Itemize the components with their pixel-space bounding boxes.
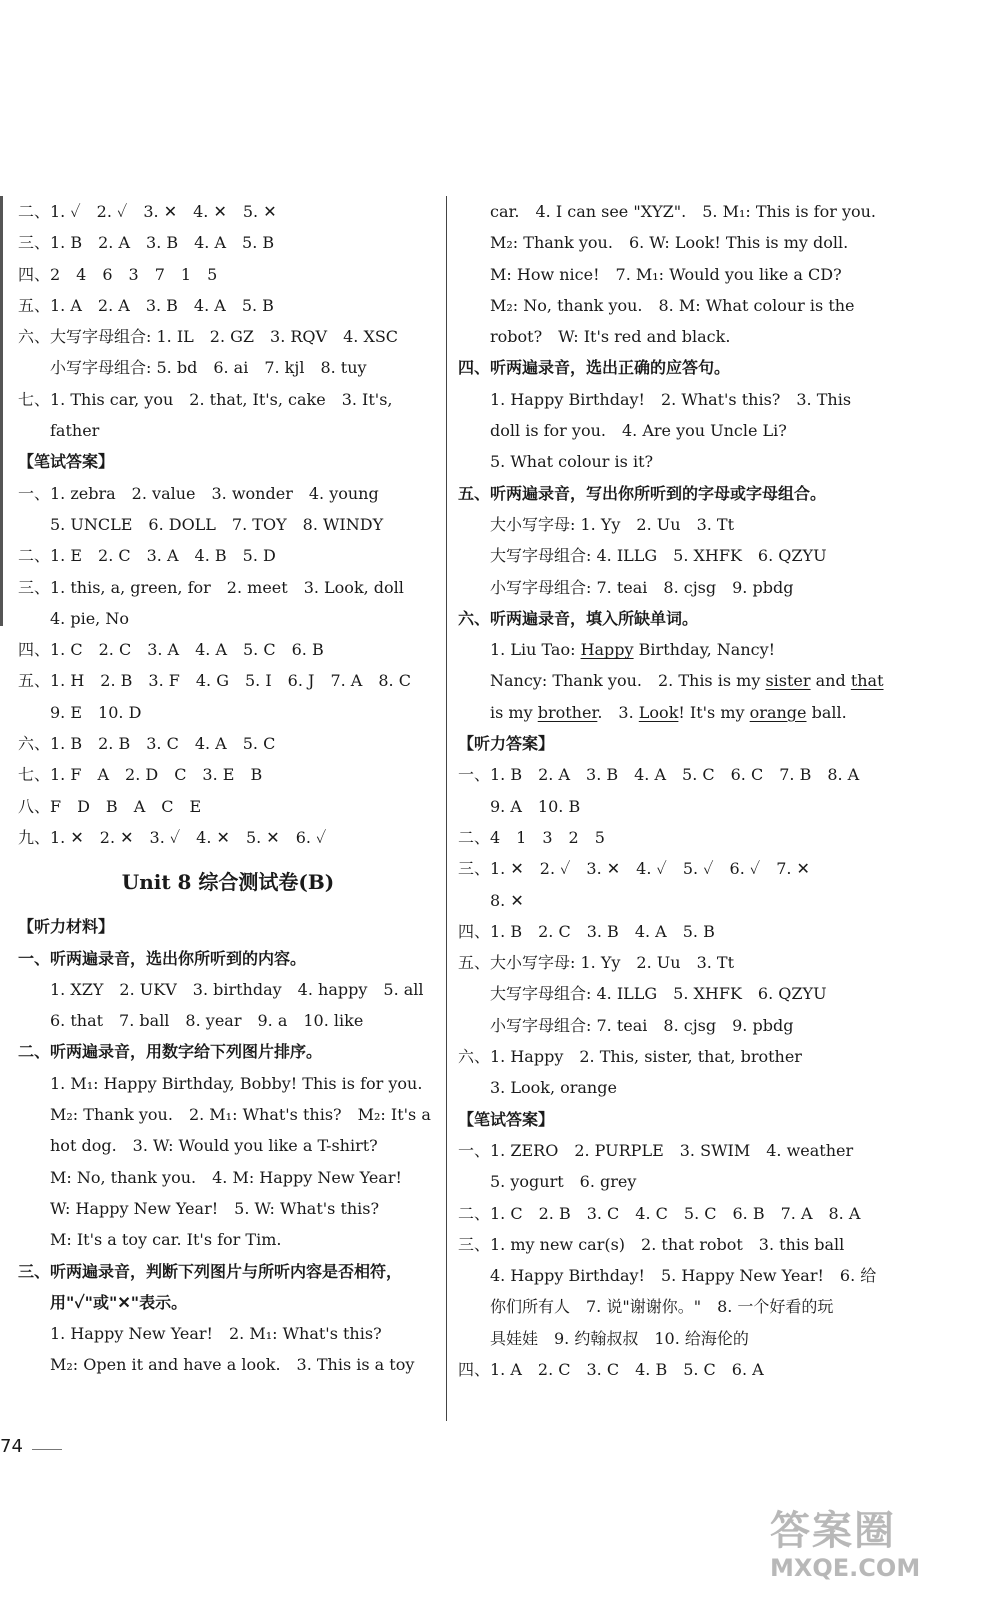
section-heading: 【听力答案】 bbox=[458, 734, 555, 754]
transcript-line: M₂: Thank you. 6. W: Look! This is my doll. bbox=[490, 233, 849, 253]
left-column bbox=[18, 196, 438, 1381]
transcript-line: 1. M₁: Happy Birthday, Bobby! This is for you. bbox=[50, 1073, 423, 1093]
transcript-line: robot? W: It's red and black. bbox=[490, 327, 731, 347]
page-number-rule bbox=[32, 1449, 62, 1450]
answer-line: 小写字母组合: 7. teai 8. cjsg 9. pbdg bbox=[490, 1015, 794, 1035]
answer-line: 二、1. ✓ 2. ✓ 3. ✕ 4. ✕ 5. ✕ bbox=[18, 202, 277, 221]
transcript-line: 大小写字母: 1. Yy 2. Uu 3. Tt bbox=[490, 514, 735, 534]
question-heading: 用"✓"或"✕"表示。 bbox=[50, 1292, 188, 1312]
transcript-line: W: Happy New Year! 5. W: What's this? bbox=[50, 1198, 380, 1218]
answer-line: 你们所有人 7. 说"谢谢你。" 8. 一个好看的玩 bbox=[490, 1297, 834, 1317]
transcript-line: M₂: Open it and have a look. 3. This is a toy bbox=[50, 1355, 415, 1375]
transcript-line: 1. Happy Birthday! 2. What's this? 3. This bbox=[490, 389, 852, 409]
text-run: 1. Liu Tao: bbox=[490, 640, 581, 660]
transcript-line: M₂: No, thank you. 8. M: What colour is the bbox=[490, 295, 855, 315]
answer-line: 三、1. this, a, green, for 2. meet 3. Look, doll bbox=[18, 577, 404, 597]
text-run: Nancy: Thank you. 2. This is my bbox=[490, 671, 766, 691]
right-column bbox=[458, 196, 884, 1385]
fill-in-line bbox=[458, 634, 880, 665]
answer-line: 一、1. B 2. A 3. B 4. A 5. C 6. C 7. B 8. A bbox=[458, 765, 860, 785]
watermark-url: MXQE.COM bbox=[770, 1554, 921, 1582]
question-heading: 四、听两遍录音，选出正确的应答句。 bbox=[458, 358, 731, 378]
answer-line: 具娃娃 9. 约翰叔叔 10. 给海伦的 bbox=[490, 1328, 749, 1348]
answer-line: 小写字母组合: 5. bd 6. ai 7. kjl 8. tuy bbox=[50, 358, 367, 378]
answer-line: 五、1. A 2. A 3. B 4. A 5. B bbox=[18, 295, 274, 315]
text-run: . 3. bbox=[597, 702, 639, 722]
filled-word: Happy bbox=[580, 640, 634, 660]
transcript-line: 5. What colour is it? bbox=[490, 452, 654, 472]
filled-word: orange bbox=[749, 702, 807, 722]
answer-line: 四、1. C 2. C 3. A 4. A 5. C 6. B bbox=[18, 640, 324, 660]
answer-line: 4. Happy Birthday! 5. Happy New Year! 6. 给 bbox=[490, 1266, 877, 1286]
transcript-line: car. 4. I can see "XYZ". 5. M₁: This is for you. bbox=[490, 202, 877, 221]
column-divider bbox=[446, 196, 447, 1421]
answer-line: 六、1. Happy 2. This, sister, that, brother bbox=[458, 1047, 802, 1067]
answer-line: 四、2 4 6 3 7 1 5 bbox=[18, 264, 218, 284]
answer-line: 1. XZY 2. UKV 3. birthday 4. happy 5. all bbox=[50, 979, 424, 999]
answer-line: 七、1. This car, you 2. that, It's, cake 3. It's, bbox=[18, 389, 393, 409]
unit-title: Unit 8 综合测试卷(B) bbox=[121, 870, 335, 895]
answer-line: 二、1. E 2. C 3. A 4. B 5. D bbox=[18, 546, 276, 566]
section-heading: 【笔试答案】 bbox=[18, 452, 115, 472]
transcript-line: doll is for you. 4. Are you Uncle Li? bbox=[490, 421, 787, 441]
answer-line: 九、1. ✕ 2. ✕ 3. ✓ 4. ✕ 5. ✕ 6. ✓ bbox=[18, 827, 327, 847]
answer-line: 9. E 10. D bbox=[50, 702, 142, 722]
filled-word: brother bbox=[537, 702, 598, 722]
section-heading: 【笔试答案】 bbox=[458, 1109, 555, 1129]
fill-in-line bbox=[458, 697, 880, 728]
text-run: Birthday, Nancy! bbox=[633, 640, 776, 660]
answer-line: 三、1. my new car(s) 2. that robot 3. this ball bbox=[458, 1234, 845, 1254]
text-run: ball. bbox=[806, 702, 847, 722]
answer-line: 9. A 10. B bbox=[490, 796, 581, 816]
answer-line: 三、1. ✕ 2. ✓ 3. ✕ 4. ✓ 5. ✓ 6. ✓ 7. ✕ bbox=[458, 859, 810, 879]
answer-line: 大写字母组合: 4. ILLG 5. XHFK 6. QZYU bbox=[490, 984, 827, 1004]
answer-line: 六、大写字母组合: 1. IL 2. GZ 3. RQV 4. XSC bbox=[18, 327, 399, 347]
answer-line: 五、1. H 2. B 3. F 4. G 5. I 6. J 7. A 8. C bbox=[18, 671, 411, 691]
answer-line: 八、F D B A C E bbox=[18, 796, 202, 816]
transcript-line: M₂: Thank you. 2. M₁: What's this? M₂: It's a bbox=[50, 1105, 431, 1125]
filled-word: that bbox=[850, 671, 884, 691]
text-run: ! It's my bbox=[678, 702, 750, 722]
answer-line: 二、4 1 3 2 5 bbox=[458, 827, 605, 847]
answer-line: 8. ✕ bbox=[490, 890, 524, 910]
answer-line: 二、1. C 2. B 3. C 4. C 5. C 6. B 7. A 8. A bbox=[458, 1203, 861, 1223]
transcript-line: M: No, thank you. 4. M: Happy New Year! bbox=[50, 1167, 402, 1187]
question-heading: 五、听两遍录音，写出你所听到的字母或字母组合。 bbox=[458, 483, 827, 503]
transcript-line: M: How nice! 7. M₁: Would you like a CD? bbox=[490, 264, 842, 284]
filled-word: sister bbox=[765, 671, 811, 691]
answer-line: 四、1. A 2. C 3. C 4. B 5. C 6. A bbox=[458, 1359, 764, 1379]
answer-line: 一、1. ZERO 2. PURPLE 3. SWIM 4. weather bbox=[458, 1140, 854, 1160]
answer-line: 四、1. B 2. C 3. B 4. A 5. B bbox=[458, 921, 715, 941]
page-number: 74 bbox=[0, 1436, 23, 1457]
filled-word: Look bbox=[638, 702, 679, 722]
question-heading: 六、听两遍录音，填入所缺单词。 bbox=[458, 608, 699, 628]
answer-line: 一、1. zebra 2. value 3. wonder 4. young bbox=[18, 483, 379, 503]
transcript-line: 大写字母组合: 4. ILLG 5. XHFK 6. QZYU bbox=[490, 546, 827, 566]
answer-line: 3. Look, orange bbox=[490, 1078, 617, 1098]
transcript-line: M: It's a toy car. It's for Tim. bbox=[50, 1230, 282, 1250]
text-run: and bbox=[810, 671, 851, 691]
text-run: is my bbox=[490, 702, 538, 722]
question-heading: 二、听两遍录音，用数字给下列图片排序。 bbox=[18, 1042, 323, 1062]
answer-line: 三、1. B 2. A 3. B 4. A 5. B bbox=[18, 233, 275, 253]
question-heading: 三、听两遍录音，判断下列图片与所听内容是否相符， bbox=[18, 1261, 403, 1281]
watermark-logo bbox=[770, 1508, 980, 1588]
transcript-line: hot dog. 3. W: Would you like a T-shirt? bbox=[50, 1136, 378, 1156]
fill-in-line bbox=[458, 665, 884, 696]
answer-line: 五、大小写字母: 1. Yy 2. Uu 3. Tt bbox=[458, 953, 735, 973]
answer-line: 六、1. B 2. B 3. C 4. A 5. C bbox=[18, 734, 276, 754]
transcript-line: 小写字母组合: 7. teai 8. cjsg 9. pbdg bbox=[490, 577, 794, 597]
answer-line: 七、1. F A 2. D C 3. E B bbox=[18, 765, 263, 785]
question-heading: 一、听两遍录音，选出你所听到的内容。 bbox=[18, 948, 307, 968]
watermark-text: 答案圈 bbox=[770, 1508, 896, 1554]
section-heading: 【听力材料】 bbox=[18, 917, 115, 937]
transcript-line: 1. Happy New Year! 2. M₁: What's this? bbox=[50, 1324, 382, 1344]
answer-line: father bbox=[50, 421, 100, 441]
left-margin-bar bbox=[0, 196, 3, 626]
answer-line: 5. yogurt 6. grey bbox=[490, 1172, 637, 1192]
answer-line: 5. UNCLE 6. DOLL 7. TOY 8. WINDY bbox=[50, 514, 384, 534]
answer-line: 6. that 7. ball 8. year 9. a 10. like bbox=[50, 1011, 364, 1031]
answer-line: 4. pie, No bbox=[50, 608, 129, 628]
